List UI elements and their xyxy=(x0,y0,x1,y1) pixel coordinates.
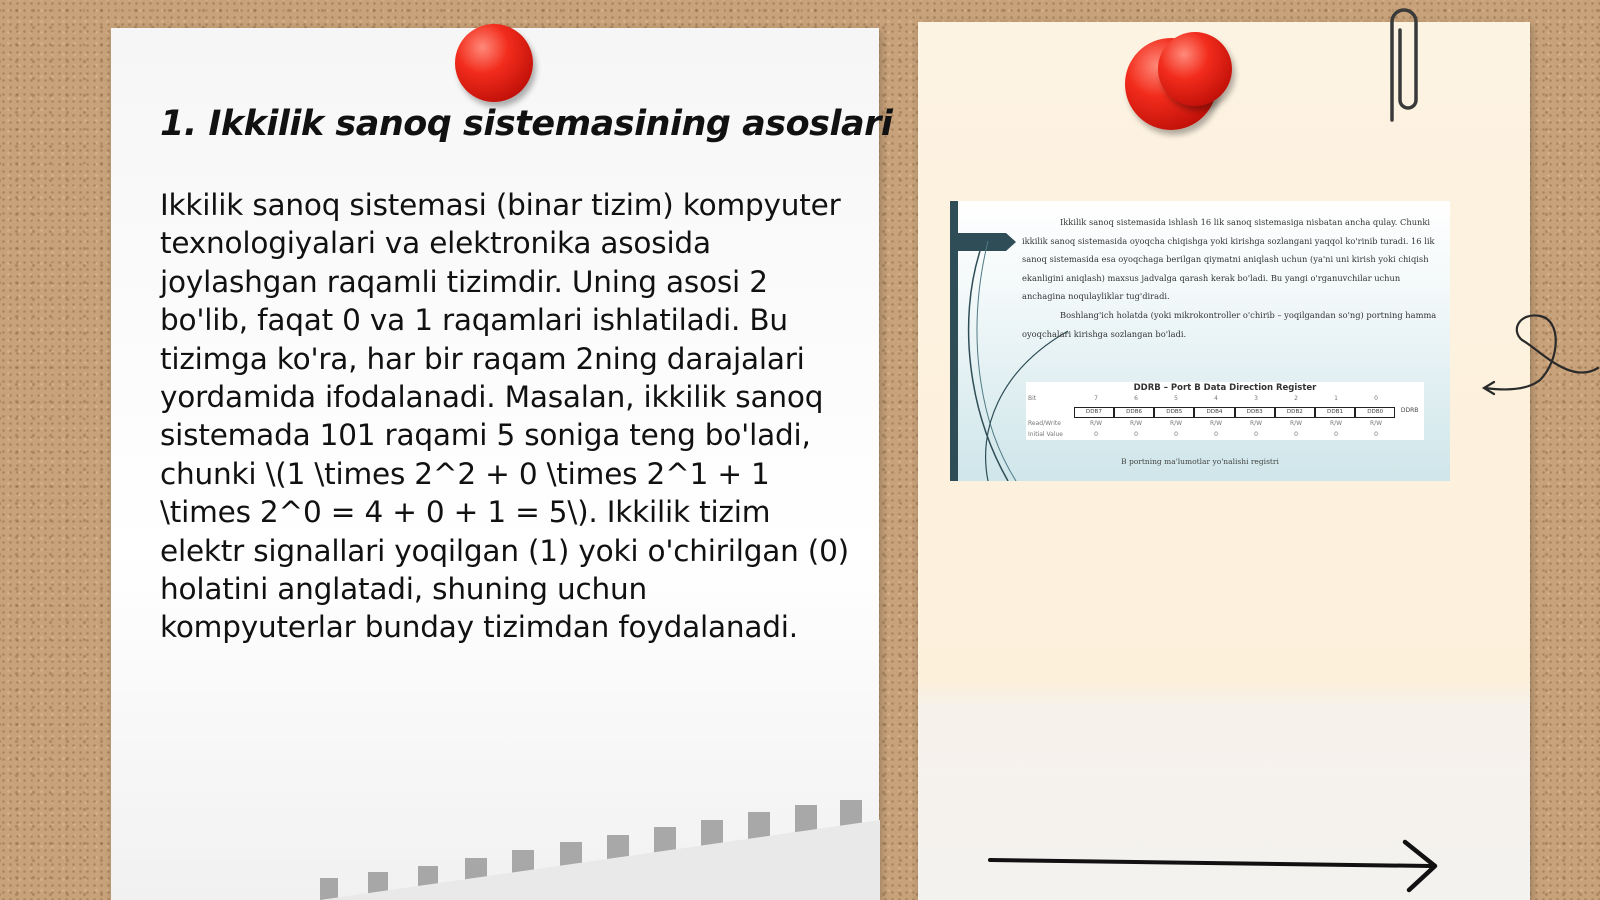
register-iv: 0 xyxy=(1214,431,1218,438)
register-bit: 1 xyxy=(1334,395,1338,402)
register-name: DDB3 xyxy=(1235,407,1275,418)
register-rw: R/W xyxy=(1329,420,1343,427)
register-name: DDB1 xyxy=(1315,407,1355,418)
register-title: DDRB – Port B Data Direction Register xyxy=(1133,383,1317,393)
register-bit: 7 xyxy=(1094,395,1098,402)
scribble-arrow-icon xyxy=(1480,310,1600,410)
register-iv: 0 xyxy=(1334,431,1338,438)
register-iv: 0 xyxy=(1374,431,1378,438)
register-rw: R/W xyxy=(1369,420,1383,427)
doc-paragraph-1: Ikkilik sanoq sistemasida ishlash 16 lik sanoq sistemasiga nisbatan ancha qulay. Chunki ikkilik sanoq sistemasida oyoqcha chiqishga yoki kirishga sozlangani yaqqol ko'rinib turadi. 16 lik sanoq sistemasida esa oyoqchaga berilgan qiymatni aniqlash uchun (ya'ni uni kirish yoki chiqish ekanligini aniqlash) maxsus jadvalga qarash kerak bo'ladi. Bu yangi o'rganuvchilar uchun anchagina noqulayliklar tug'diradi. xyxy=(1022,217,1435,302)
register-names-spacer xyxy=(1026,407,1074,418)
slide-title: 1. Ikkilik sanoq sistemasining asoslari xyxy=(160,104,893,144)
embedded-document-image xyxy=(950,201,1450,481)
register-bit: 3 xyxy=(1254,395,1258,402)
register-rw: R/W xyxy=(1249,420,1263,427)
doc-caption: B portning ma'lumotlar yo'nalishi registri xyxy=(1121,457,1279,466)
register-rw-row xyxy=(1026,420,1424,427)
register-bit-label: Bit xyxy=(1028,395,1037,402)
register-table xyxy=(1026,382,1424,440)
register-iv-label: Initial Value xyxy=(1028,431,1063,438)
register-rw: R/W xyxy=(1089,420,1103,427)
register-label: DDRB xyxy=(1400,407,1419,414)
register-name: DDB4 xyxy=(1194,407,1234,418)
register-rw: R/W xyxy=(1289,420,1303,427)
doc-paragraph-2: Boshlang'ich holatda (yoki mikrokontroller o'chirib – yoqilgandan so'ng) portning hamma oyoqchalari kirishga sozlangan bo'ladi. xyxy=(1022,310,1437,339)
register-rw: R/W xyxy=(1129,420,1143,427)
register-bit: 2 xyxy=(1294,395,1298,402)
register-name: DDB2 xyxy=(1275,407,1315,418)
pushpin-icon-left xyxy=(455,24,533,102)
register-iv-row xyxy=(1026,431,1424,438)
register-rw-label: Read/Write xyxy=(1028,420,1061,427)
register-iv: 0 xyxy=(1174,431,1178,438)
register-bit: 5 xyxy=(1174,395,1178,402)
register-iv: 0 xyxy=(1294,431,1298,438)
register-name: DDB5 xyxy=(1154,407,1194,418)
register-iv: 0 xyxy=(1254,431,1258,438)
register-name: DDB0 xyxy=(1355,407,1395,418)
register-bit: 0 xyxy=(1374,395,1378,402)
register-name: DDB7 xyxy=(1074,407,1114,418)
register-bit: 4 xyxy=(1214,395,1218,402)
register-bits-row xyxy=(1026,395,1424,402)
register-name: DDB6 xyxy=(1114,407,1154,418)
register-iv: 0 xyxy=(1094,431,1098,438)
register-names-row xyxy=(1026,407,1424,418)
slide-body-text: Ikkilik sanoq sistemasi (binar tizim) kompyuter texnologiyalari va elektronika asosida joylashgan raqamli tizimdir. Uning asosi 2 bo'lib, faqat 0 va 1 raqamlari ishlatiladi. Bu tizimga ko'ra, har bir raqam 2ning darajalari yordamida ifodalanadi. Masalan, ikkilik sanoq sistemada 101 raqami 5 soniga teng bo'ladi, chunki \(1 \times 2^2 + 0 \times 2^1 + 1 \times 2^0 = 4 + 0 + 1 = 5\). Ikkilik tizim elektr signallari yoqilgan (1) yoki o'chirilgan (0) holatini anglatadi, shuning uchun kompyuterlar bunday tizimdan foydalanadi. xyxy=(160,188,849,645)
register-rw: R/W xyxy=(1209,420,1223,427)
arrow-right-icon xyxy=(985,838,1445,894)
register-bit: 6 xyxy=(1134,395,1138,402)
torn-notebook-edge xyxy=(320,800,880,900)
register-rw: R/W xyxy=(1169,420,1183,427)
pushpin-icon-right-front xyxy=(1158,32,1232,106)
paperclip-icon xyxy=(1378,0,1422,125)
register-iv: 0 xyxy=(1134,431,1138,438)
